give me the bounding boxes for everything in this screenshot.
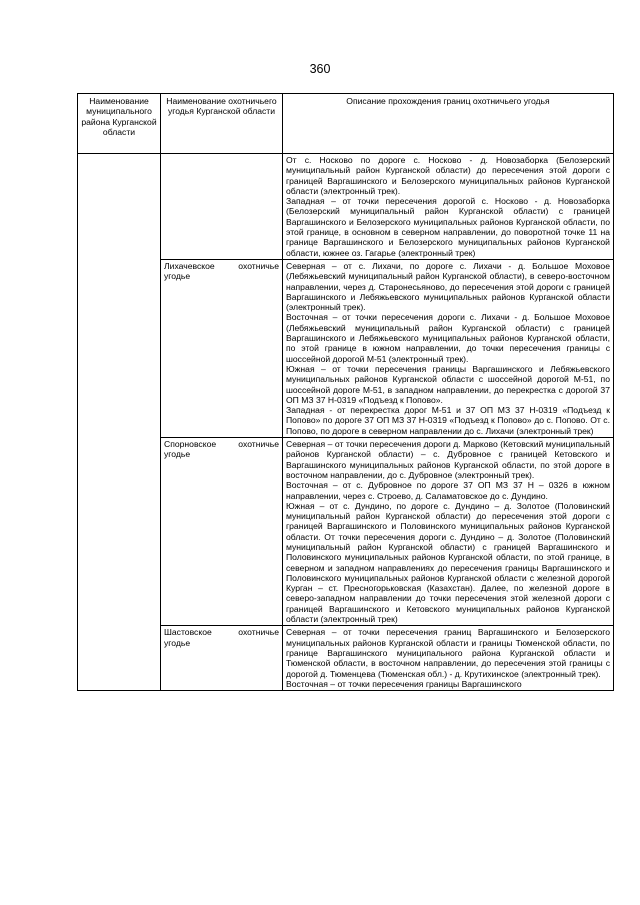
description-paragraph: Восточная – от точки пересечения дороги с. Лихачи - д. Большое Моховое (Лебяжьевский муниципальный район Курганской области) с границей Варгашинского и Лебяжьевского муниципальных районов Курганской области, по этой границе в южном направлении, до точки пересечения границы с шоссейной дорогой М-51 (электронный трек).: [286, 312, 610, 364]
description-paragraph: Северная – от точки пересечения границ Варгашинского и Белозерского муниципальных районов Курганской области и границы Тюменской области, по границе Варгашинского муниципального района Курганской области и Тюменской области, в восточном направлении, до пересечения этой границы с дорогой д. Тюменцева (Тюменская обл.) - д. Крутихинское (электронный трек).: [286, 627, 610, 679]
page-number: 360: [309, 62, 331, 76]
description-paragraph: Северная – от с. Лихачи, по дороге с. Лихачи - д. Большое Моховое (Лебяжьевский муниципальный район Курганской области), в северо-восточном направлении, через д. Старонесьяново, до пересечения этой дороги с границей Варгашинского и Лебяжьевского муниципальных районов Курганской области (электронный трек).: [286, 260, 610, 313]
table-header-row: [78, 94, 614, 154]
ground-name-cell: Лихачевское охотничье угодье: [161, 259, 283, 437]
description-paragraph: Восточная – от точки пересечения границы Варгашинского: [286, 678, 522, 689]
description-paragraph: Восточная – от с. Дубровное по дороге 37 ОП МЗ 37 Н – 0326 в южном направлении, через с. Строево, д. Саламатовское до с. Дундино.: [286, 480, 610, 501]
description-paragraph: Западная – от точки пересечения дорогой с. Носково - д. Новозаборка (Белозерский муниципальный район Курганской области) с границей Варгашинского и Белозерского муниципальных районов Курганской области, по этой границе, в основном в северном направлении, до поворотной точке 11 на границе Варгашинского и Белозерского муниципальных районов Курганской области, южнее оз. Гагарье (электронный трек): [286, 196, 610, 258]
ground-name-cell: Шастовское охотничье угодье: [161, 626, 283, 691]
description-cell: [283, 626, 614, 691]
header-district: Наименование муниципального района Курганской области: [78, 94, 161, 154]
table-row: [78, 154, 614, 260]
description-paragraph: Северная – от точки пересечения дороги д. Марково (Кетовский муниципальный районов Курганской области) – с. Дубровное с границей Кетовского и Варгашинского муниципальных районов Курганской области, по этой дороге в восточном направлении, до с. Дубровное (электронный трек).: [286, 439, 610, 480]
description-paragraph: Южная – от точки пересечения границы Варгашинского и Лебяжьевского муниципальных районов Курганской области с шоссейной дорогой М-51, по шоссейной дороге М-51, в западном направлении, до перекрестка с дорогой 37 ОП МЗ 37 Н-0319 «Подъезд к Попово».: [286, 363, 610, 405]
description-cell: [283, 259, 614, 437]
ground-name-cell: [161, 154, 283, 260]
description-cell: [283, 154, 614, 260]
description-paragraph: От с. Носково по дороге с. Носково - д. Новозаборка (Белозерский муниципальный район Курганской области) до пересечения этой дороги с границей Варгашинского и Белозерского муниципальных районов Курганской области (электронный трек).: [286, 155, 610, 196]
header-ground-name: Наименование охотничьего угодья Курганской области: [161, 94, 283, 154]
header-boundary-description: Описание прохождения границ охотничьего угодья: [283, 94, 614, 154]
description-paragraph: Западная - от перекрестка дорог М-51 и 37 ОП МЗ 37 Н-0319 «Подъезд к Попово» по дороге 37 ОП МЗ 37 Н-0319 «Подъезд к Попово» до с. Попово. От с. Попово, по дороге в северном направлении до с. Лихачи (электронный трек): [286, 405, 610, 436]
description-cell: [283, 438, 614, 626]
hunting-grounds-table: [77, 93, 614, 691]
ground-name-cell: Спорновское охотничье угодье: [161, 438, 283, 626]
district-cell: [78, 154, 161, 691]
description-paragraph: Южная – от с. Дундино, по дороге с. Дундино – д. Золотое (Половинский муниципальный район Курганской области) до пересечения этой дороги с границей Варгашинского и Половинского муниципальных районов Курганской области. От точки пересечения дороги с. Дундино – д. Золотое (Половинский муниципальный район Курганской области) с границей Варгашинского и Половинского муниципальных районов Курганской области, по этой границе, в северном и западном направлениях до пересечения границы Варгашинского и Половинского муниципальных районов Курганской области с железной дорогой Курган – ст. Пресногорьковская (Казахстан). Далее, по железной дороге в северо-западном направлении до точки пересечения этой железной дороги с границей Варгашинского и Кетовского муниципальных районов Курганской области (электронный трек): [286, 500, 610, 625]
